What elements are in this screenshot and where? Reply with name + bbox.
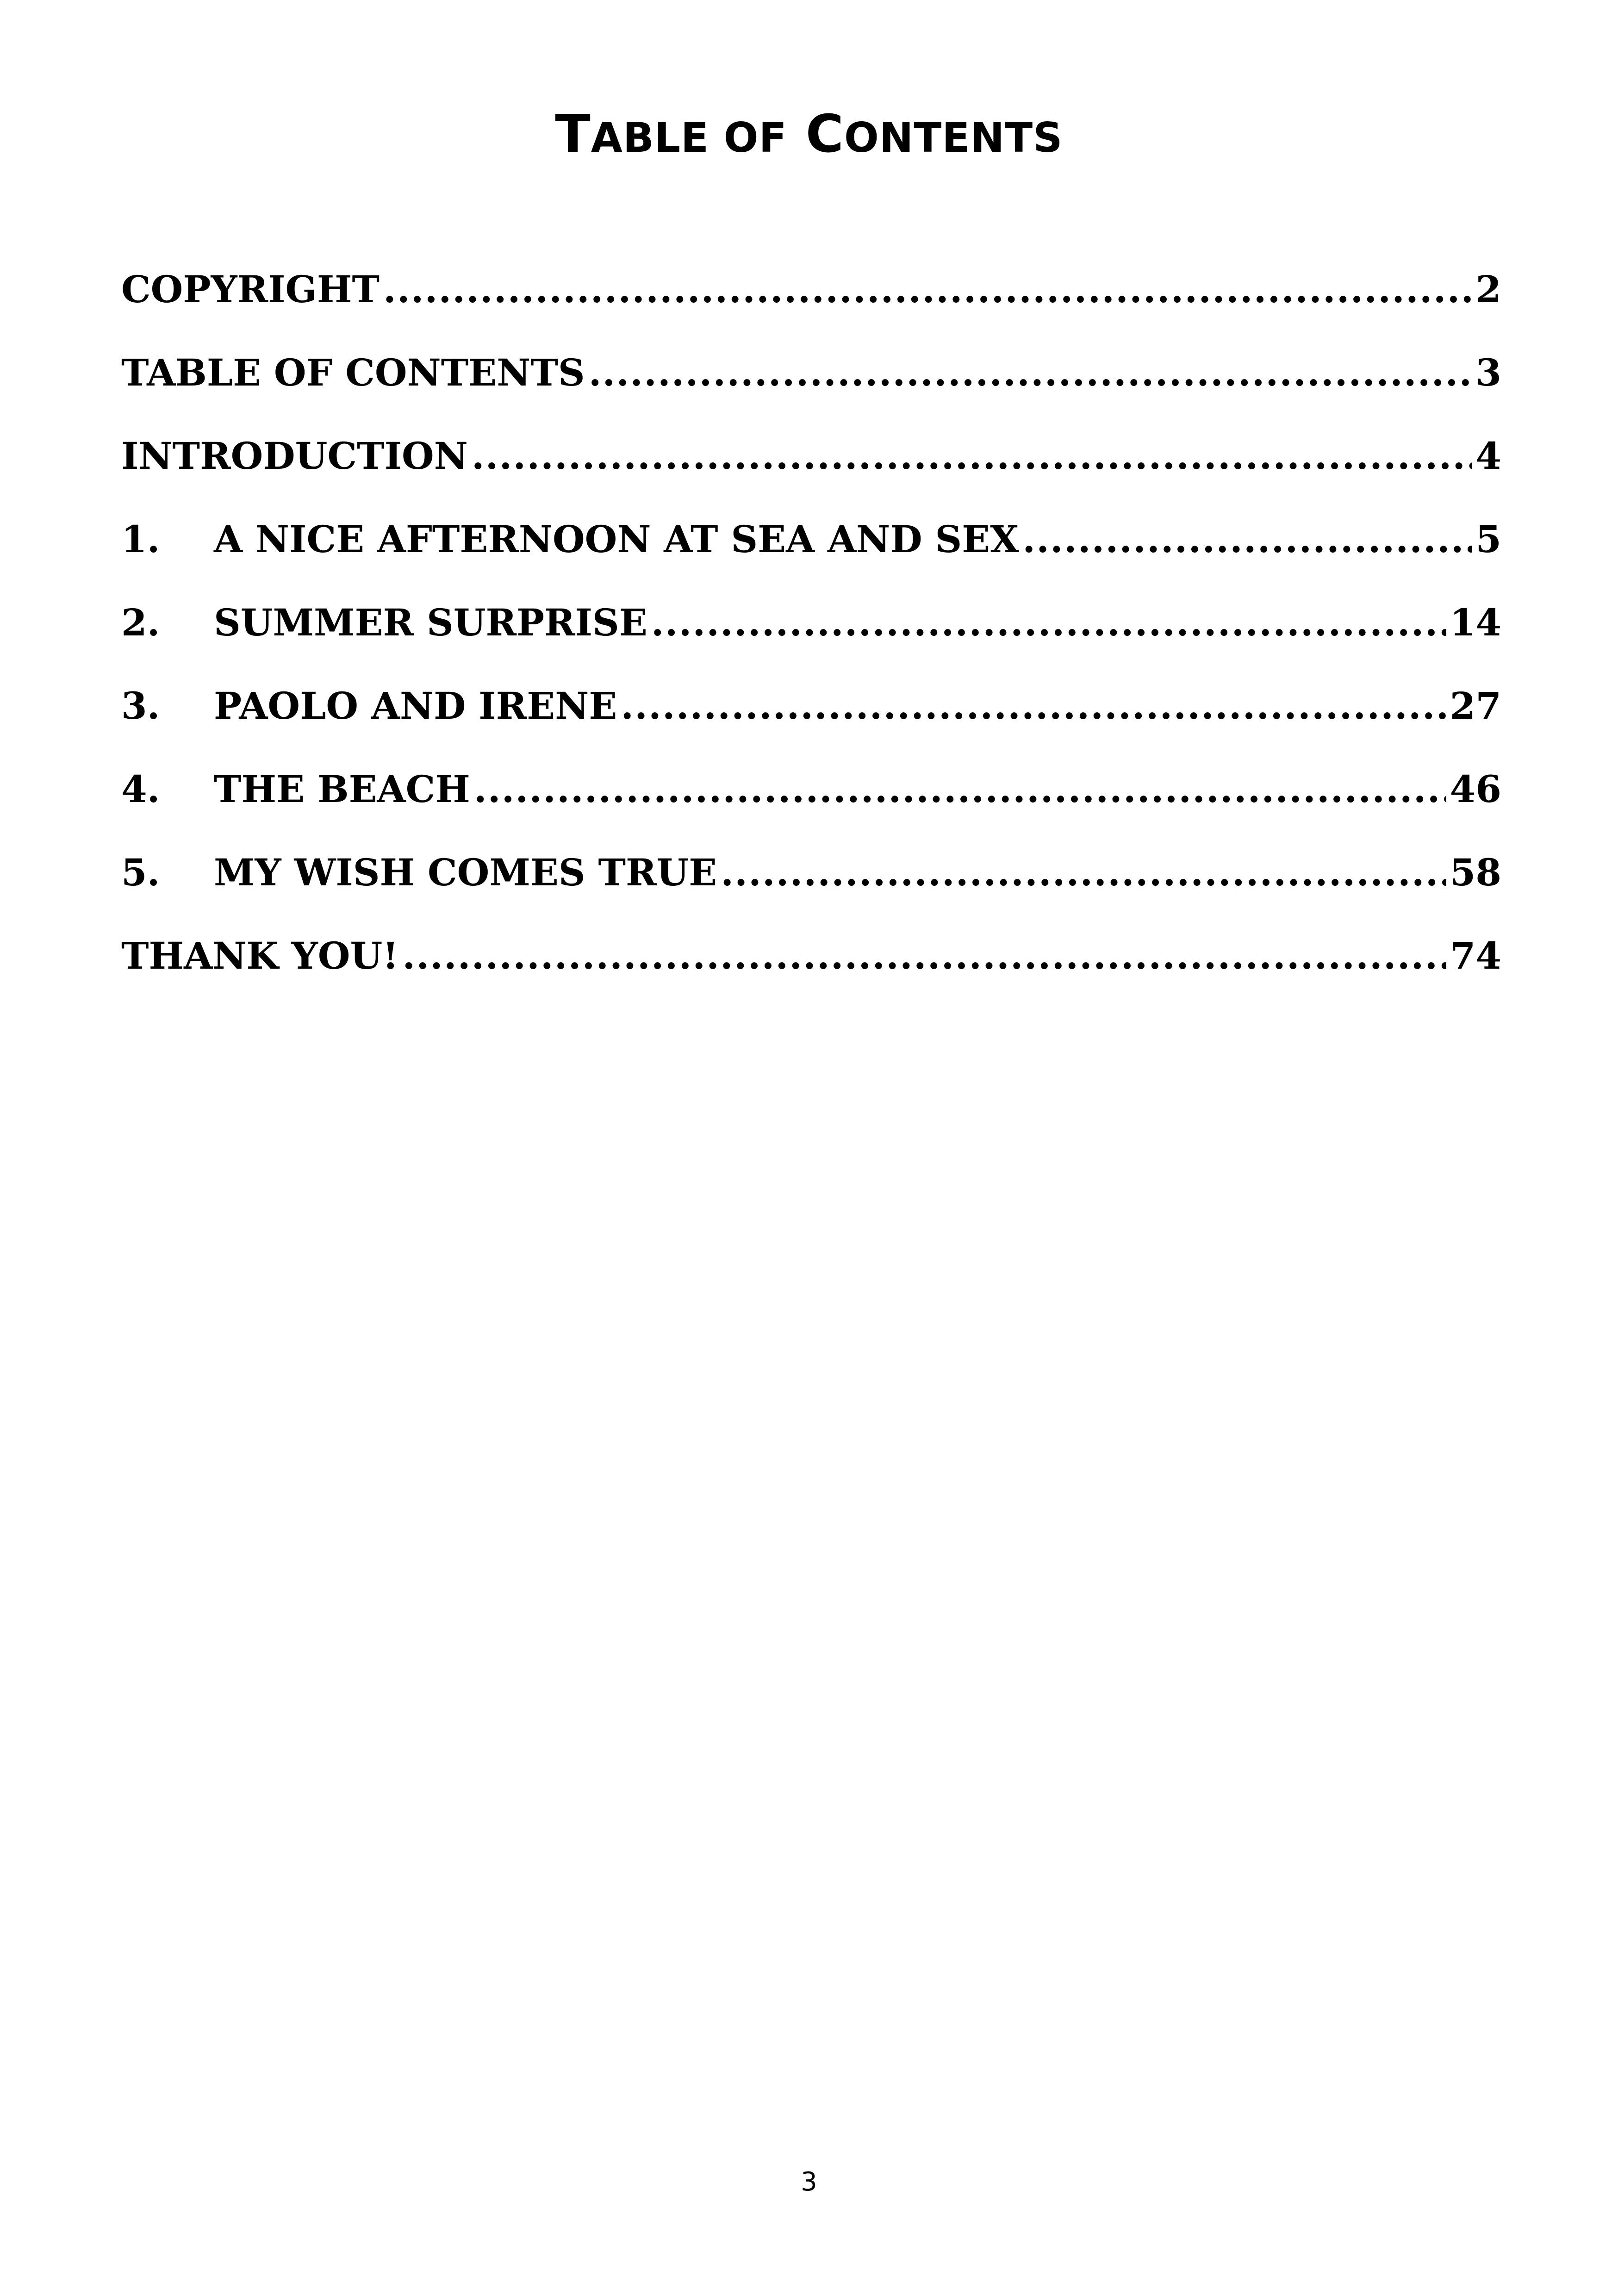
toc-dot-leader — [1022, 509, 1472, 569]
toc-entry-thank-you[interactable] — [121, 926, 1501, 1009]
toc-entry-page: 46 — [1450, 767, 1501, 811]
toc-dot-leader — [474, 759, 1446, 819]
title-second-cap: C — [805, 104, 844, 164]
toc-entry-page: 2 — [1475, 268, 1501, 311]
toc-entry-chapter-5[interactable] — [121, 842, 1501, 926]
toc-entry-number: 2. — [121, 601, 160, 644]
toc-dot-leader — [621, 676, 1446, 736]
toc-dot-leader — [721, 842, 1446, 902]
toc-dot-leader — [651, 592, 1446, 653]
title-first-cap: T — [555, 104, 591, 164]
toc-entry-page: 58 — [1450, 851, 1501, 894]
page-number: 3 — [801, 2167, 817, 2197]
toc-entry-page: 14 — [1450, 601, 1501, 644]
toc-entry-page: 74 — [1450, 934, 1501, 977]
toc-entry-label: THANK YOU! — [121, 934, 399, 977]
table-of-contents — [121, 259, 1501, 1009]
toc-entry-introduction[interactable] — [121, 426, 1501, 509]
toc-entry-number: 5. — [121, 851, 160, 894]
toc-entry-label: PAOLO AND IRENE — [214, 684, 617, 728]
toc-entry-page: 3 — [1475, 351, 1501, 394]
title-second-rest: ONTENTS — [844, 114, 1063, 162]
toc-entry-label: THE BEACH — [214, 767, 470, 811]
toc-dot-leader — [589, 342, 1472, 403]
toc-entry-label: TABLE OF CONTENTS — [121, 351, 585, 394]
toc-entry-number: 3. — [121, 684, 160, 728]
toc-entry-label: SUMMER SURPRISE — [214, 601, 647, 644]
toc-entry-table-of-contents[interactable] — [121, 342, 1501, 426]
toc-entry-number: 1. — [121, 517, 160, 561]
toc-entry-label: COPYRIGHT — [121, 268, 380, 311]
toc-entry-chapter-4[interactable] — [121, 759, 1501, 842]
toc-entry-page: 4 — [1475, 434, 1501, 478]
toc-dot-leader — [383, 259, 1472, 319]
toc-entry-number: 4. — [121, 767, 160, 811]
toc-entry-page: 5 — [1475, 517, 1501, 561]
toc-entry-chapter-2[interactable] — [121, 592, 1501, 676]
toc-entry-copyright[interactable] — [121, 259, 1501, 342]
title-first-rest: ABLE OF — [591, 114, 787, 162]
toc-entry-chapter-3[interactable] — [121, 676, 1501, 759]
toc-entry-label: INTRODUCTION — [121, 434, 468, 478]
toc-entry-label: MY WISH COMES TRUE — [214, 851, 717, 894]
toc-dot-leader — [402, 926, 1446, 986]
toc-entry-label: A NICE AFTERNOON AT SEA AND SEX — [214, 517, 1019, 561]
toc-dot-leader — [472, 426, 1472, 486]
toc-entry-chapter-1[interactable] — [121, 509, 1501, 592]
toc-entry-page: 27 — [1450, 684, 1501, 728]
page-title — [0, 104, 1618, 168]
